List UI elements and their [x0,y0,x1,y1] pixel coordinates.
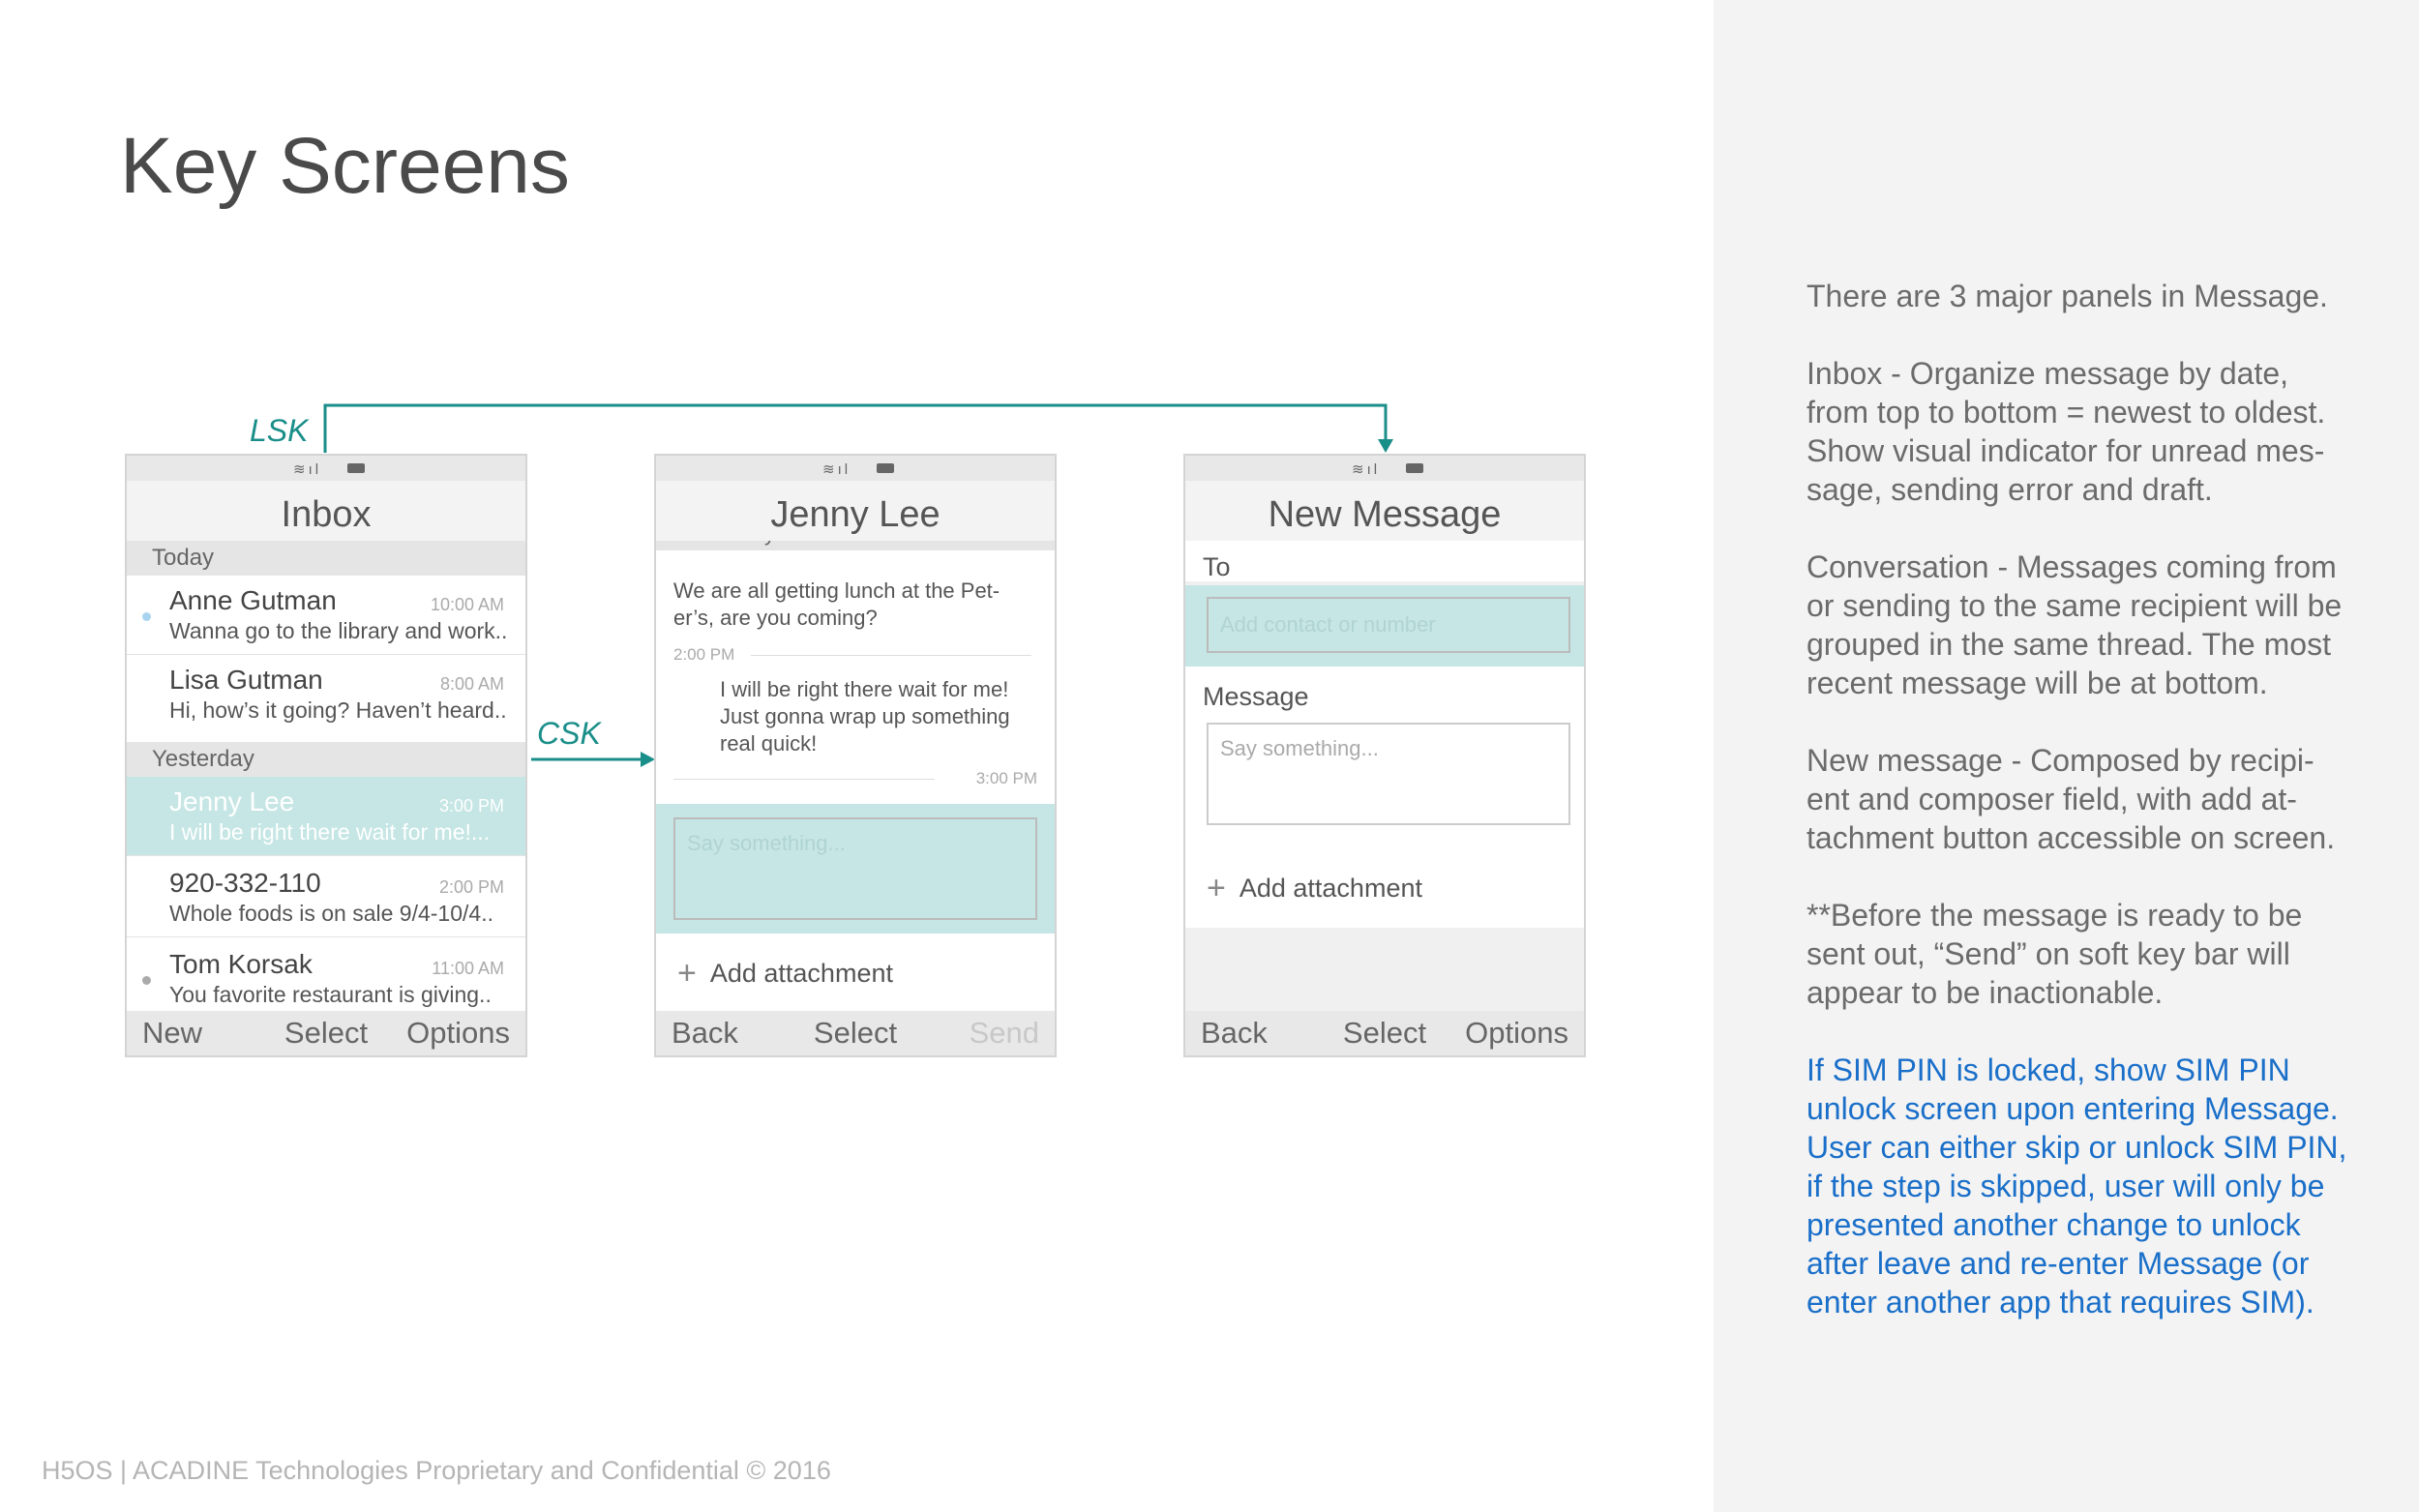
message-time: 2:00 PM [673,645,735,664]
attachment-label: Add attachment [709,959,893,988]
message-line: real quick! [720,731,818,756]
note-intro: There are 3 major panels in Message. [1807,279,2328,313]
contact-name: Tom Korsak [169,949,313,979]
contact-name: Jenny Lee [169,786,295,816]
message-preview: Whole foods is on sale 9/4-10/4.. [169,901,493,926]
attachment-label: Add attachment [1239,874,1422,903]
softkey-bar [656,1011,1055,1055]
compose-input[interactable]: Say something... [673,817,1037,920]
notes-text [1807,277,2348,1360]
new-message-screen [1183,454,1586,1057]
softkey-back[interactable]: Back [672,1016,738,1050]
signal-icon: ≋ıl [1352,461,1381,478]
list-item[interactable] [127,576,525,655]
message-line: Just gonna wrap up something [720,704,1010,728]
csk-arrow-head [641,752,655,767]
divider [751,655,1031,656]
message-time: 3:00 PM [975,769,1037,787]
csk-label: CSK [537,716,601,751]
section-today: Today [127,541,525,576]
softkey-options[interactable]: Options [1465,1016,1568,1050]
message-preview: Hi, how’s it going? Haven’t heard.. [169,697,507,723]
list-item[interactable] [127,655,525,734]
message-time: 3:00 PM [438,796,504,815]
signal-icon: ≋ıl [293,461,322,478]
footer: H5OS | ACADINE Technologies Proprietary and Confidential © 2016 [42,1456,831,1485]
battery-icon [1406,463,1423,473]
battery-icon [877,463,894,473]
conversation-title: Jenny Lee [656,481,1055,541]
softkey-select[interactable]: Select [284,1016,369,1050]
plus-icon: + [677,955,697,992]
message-line: We are all getting lunch at the Pet- [673,578,1000,603]
message-line: er’s, are you coming? [673,606,878,630]
battery-icon [347,463,365,473]
softkey-send[interactable]: Send [969,1016,1039,1050]
softkey-select[interactable]: Select [1342,1016,1427,1050]
contact-name: Lisa Gutman [169,665,323,695]
received-message [673,578,1000,632]
section-yesterday: Yesterday [127,742,525,777]
message-time: 2:00 PM [438,877,504,897]
add-attachment-button[interactable] [1185,848,1584,928]
list-item[interactable] [127,939,525,1019]
message-label: Message [1203,682,1309,711]
unread-dot-icon [142,612,151,621]
signal-icon: ≋ıl [822,461,851,478]
note-sim-pin: If SIM PIN is locked, show SIM PIN unlock screen upon entering Message. User can either skip or unlock SIM PIN, if the step is skipped, user will only be presented another change to unlock after leave and re-enter Message (or enter another app that requires SIM). [1807,1052,2347,1319]
softkey-bar [127,1011,525,1055]
status-bar [127,456,525,481]
inbox-screen [125,454,527,1057]
lsk-label: LSK [250,413,309,448]
message-preview: You favorite restaurant is giving.. [169,982,492,1007]
page-title: Key Screens [120,121,570,210]
note-inbox: Inbox - Organize message by date, from top to bottom = newest to oldest. Show visual indicator for unread mes-sage, sending error and draft. [1807,356,2326,507]
lsk-arrow-head [1378,439,1393,453]
new-message-title: New Message [1185,481,1584,541]
softkey-select[interactable]: Select [813,1016,898,1050]
draft-dot-icon [142,976,151,985]
contact-name: 920-332-110 [169,868,321,898]
conversation-screen [654,454,1057,1057]
message-preview: Wanna go to the library and work.. [169,618,508,643]
plus-icon: + [1207,870,1226,906]
divider [673,779,935,780]
status-bar [1185,456,1584,481]
sent-message [720,676,1010,757]
to-label: To [1203,552,1231,581]
message-input[interactable]: Say something... [1207,723,1570,825]
softkey-back[interactable]: Back [1201,1016,1268,1050]
list-item-selected[interactable] [127,777,525,856]
contact-name: Anne Gutman [169,585,337,615]
message-time: 11:00 AM [432,959,504,978]
note-new-message: New message - Composed by recipi-ent and composer field, with add at-tachment button accessible on screen. [1807,743,2336,855]
to-input[interactable]: Add contact or number [1207,597,1570,653]
list-item[interactable] [127,858,525,937]
note-send: **Before the message is ready to be sent out, “Send” on soft key bar will appear to be inactionable. [1807,898,2303,1010]
message-preview: I will be right there wait for me!... [169,819,491,845]
inbox-title: Inbox [127,481,525,541]
message-time: 10:00 AM [430,595,504,614]
message-line: I will be right there wait for me! [720,677,1009,701]
softkey-options[interactable]: Options [406,1016,510,1050]
message-time: 8:00 AM [439,674,504,694]
softkey-new[interactable]: New [142,1016,203,1050]
status-bar [656,456,1055,481]
note-conversation: Conversation - Messages coming from or sending to the same recipient will be grouped in the same thread. The most recent message will be at bottom. [1807,549,2343,700]
lsk-arrow-line [325,405,1386,453]
softkey-bar [1185,1011,1584,1055]
add-attachment-button[interactable] [656,934,1055,1013]
